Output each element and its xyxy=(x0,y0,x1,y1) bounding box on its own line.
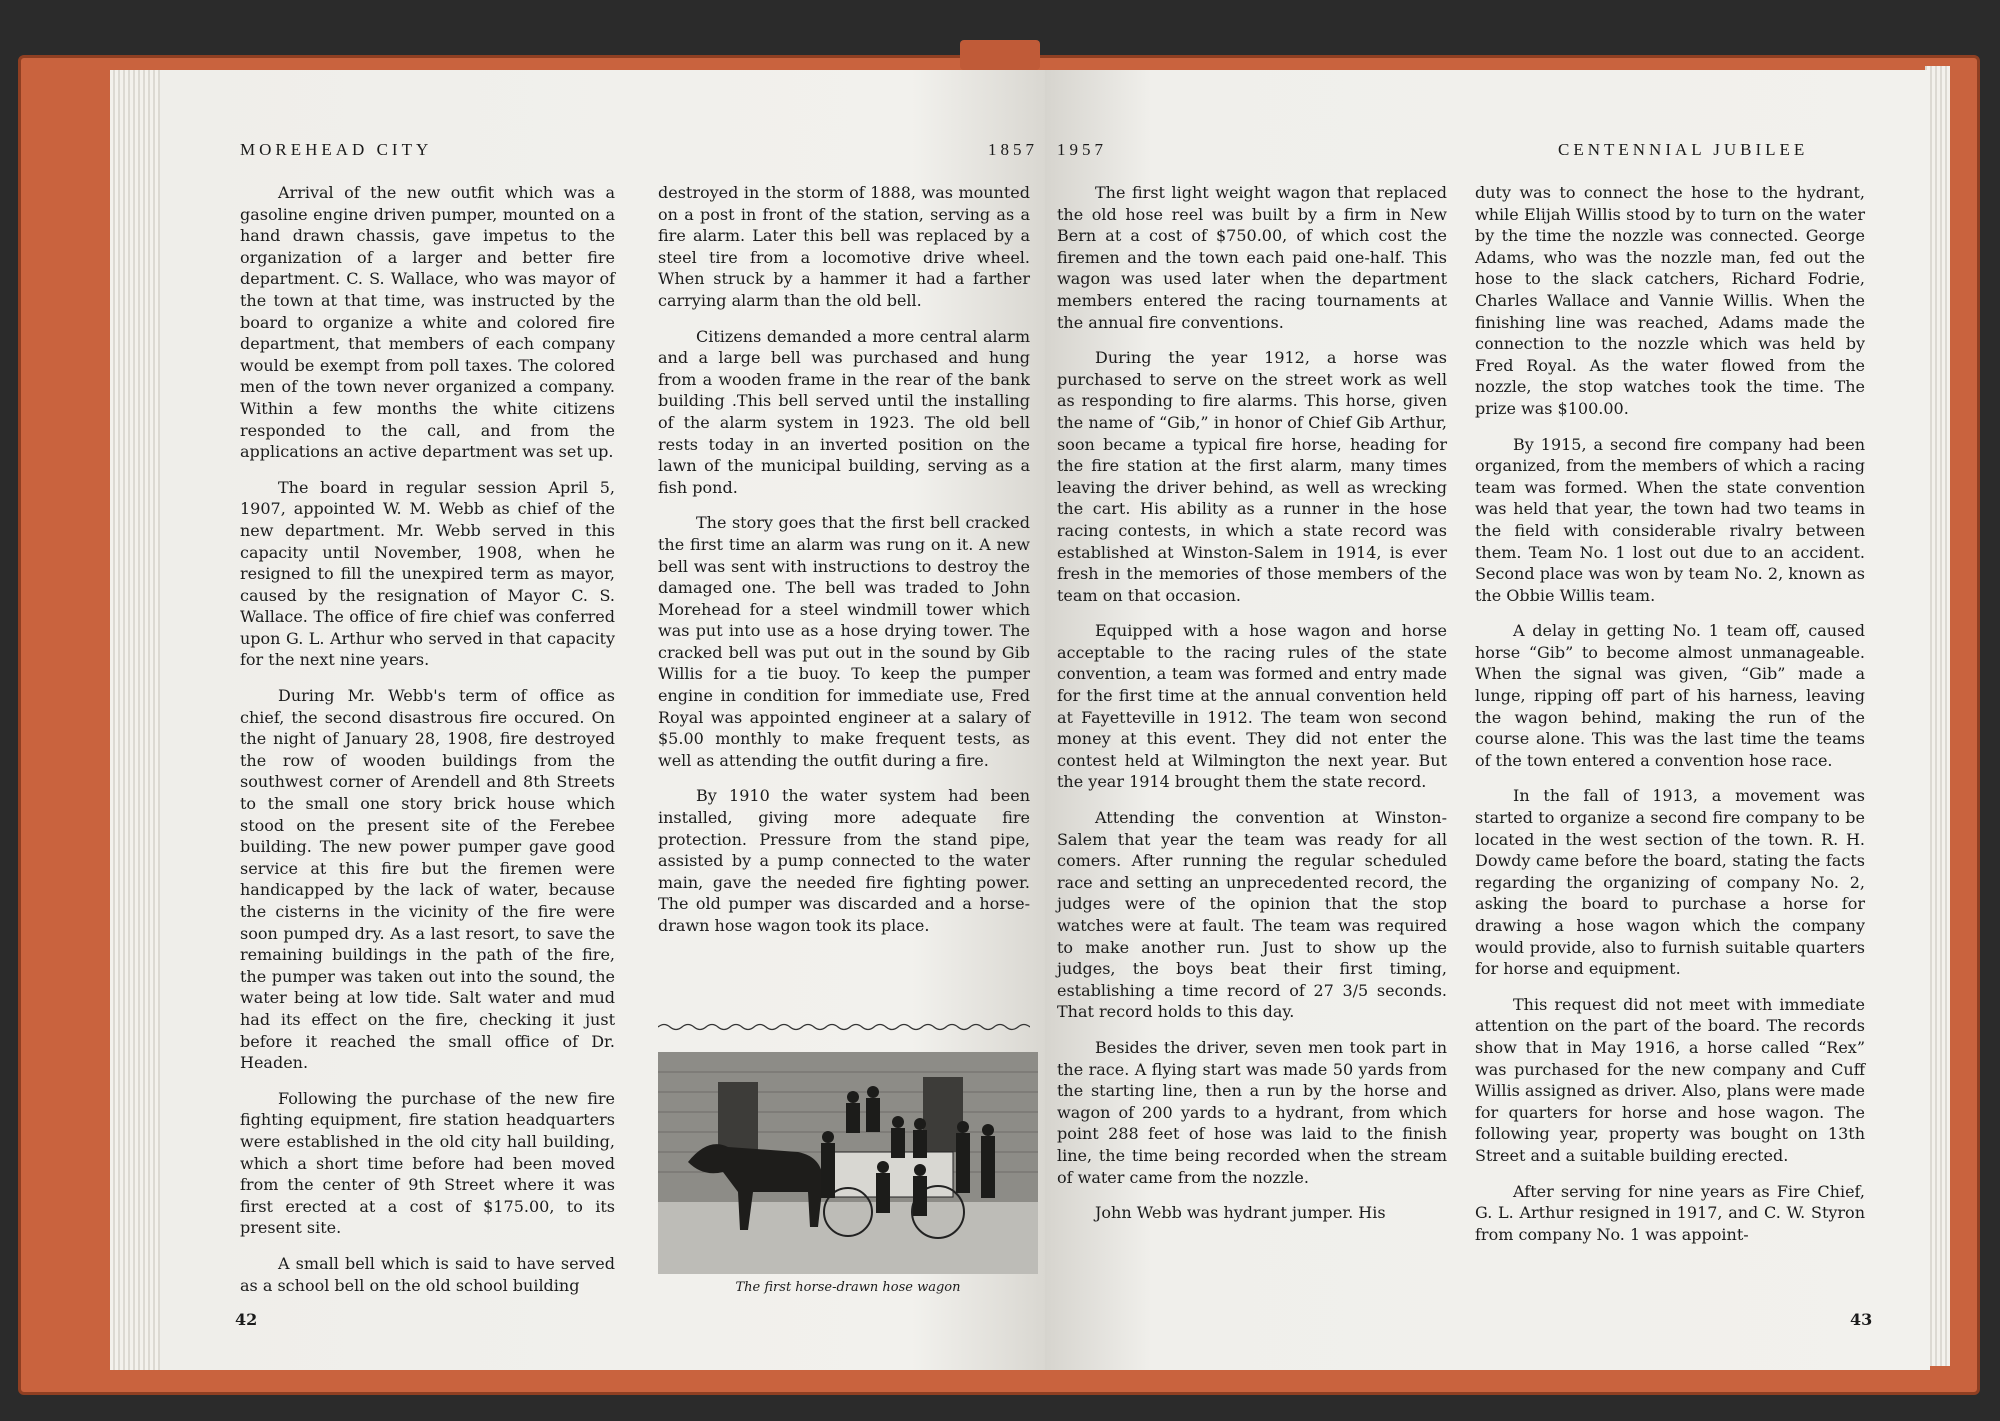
paragraph: John Webb was hydrant jumper. His xyxy=(1095,1203,1386,1223)
running-head-title: MOREHEAD CITY xyxy=(240,140,433,159)
paragraph: This request did not meet with immediate attention on the part of the board. The records show that in May 1916, a horse called “Rex” was purchased for the new company and Cuff Willis assigned as driver. Also, plans were made for quarters for horse and hose wagon. The following year, property was bought on 13th Street and a suitable building erected. xyxy=(1475,994,1865,1165)
paragraph: Arrival of the new outfit which was a gasoline engine driven pumper, mounted on a hand drawn chassis, gave impetus to the organization of a larger and better fire department. C. S. Wallace, who was mayor of the town at that time, was instructed by the board to organize a white and colored fire department, that members of each company would be exempt from poll taxes. The colored men of the town never organized a company. Within a few months the white citizens responded to the call, and from the applications an active department was set up. xyxy=(240,183,615,462)
right-column-1 xyxy=(1057,182,1447,1238)
paragraph: duty was to connect the hose to the hydrant, while Elijah Willis stood by to turn on the water by the time the nozzle was connected. George Adams, who was the nozzle man, fed out the hose to the slack catchers, Richard Fodrie, Charles Wallace and Vannie Willis. When the finishing line was reached, Adams made the connection to the nozzle which was held by Fred Royal. As the water flowed from the nozzle, the stop watches took the time. The prize was $100.00. xyxy=(1475,183,1865,418)
page-number: 43 xyxy=(1850,1310,1873,1329)
paragraph: During Mr. Webb's term of office as chief, the second disastrous fire occured. On the night of January 28, 1908, fire destroyed the row of wooden buildings from the southwest corner of Arendell and 8th Streets to the small one story brick house which stood on the present site of the Ferebee building. The new power pumper gave good service at this fire but the firemen were handicapped by the lack of water, because the cisterns in the vicinity of the fire were soon pumped dry. As a last resort, to save the remaining buildings in the path of the fire, the pumper was taken out into the sound, the water being at low tide. Salt water and mud had its effect on the fire, checking it just before it reached the small office of Dr. Headen. xyxy=(240,686,615,1073)
paragraph: After serving for nine years as Fire Chief, G. L. Arthur resigned in 1917, and C. W. Styron from company No. 1 was appoint- xyxy=(1475,1181,1865,1244)
paragraph: By 1915, a second fire company had been organized, from the members of which a racing team was formed. When the state convention was held that year, the town had two teams in the field with considerable rivalry between them. Team No. 1 lost out due to an accident. Second place was won by team No. 2, known as the Obbie Willis team. xyxy=(1475,434,1865,605)
page-number: 42 xyxy=(235,1310,258,1329)
paragraph: Besides the driver, seven men took part in the race. A flying start was made 50 yards from the starting line, then a run by the horse and wagon of 200 yards to a hydrant, from which point 288 feet of hose was laid to the finish line, the time being recorded when the stream of water came from the nozzle. xyxy=(1057,1037,1447,1187)
photo-caption: The first horse-drawn hose wagon xyxy=(735,1280,961,1295)
running-head-year: 1857 xyxy=(988,140,1038,159)
paragraph: By 1910 the water system had been installed, giving more adequate fire protection. Pressure from the stand pipe, assisted by a pump connected to the water main, gave the needed fire fighting power. The old pumper was discarded and a horse-drawn hose wagon took its place. xyxy=(658,786,1030,935)
paragraph: The board in regular session April 5, 1907, appointed W. M. Webb as chief of the new department. Mr. Webb served in this capacity until November, 1908, when he resigned to fill the unexpired term as mayor, caused by the resignation of Mayor C. S. Wallace. The office of fire chief was conferred upon G. L. Arthur who served in that capacity for the next nine years. xyxy=(240,477,615,670)
horse-drawn-hose-wagon-photo xyxy=(658,1052,1038,1274)
right-page xyxy=(1045,70,1930,1370)
section-divider xyxy=(658,1020,1030,1034)
running-head-year: 1957 xyxy=(1057,140,1107,159)
paragraph: destroyed in the storm of 1888, was mounted on a post in front of the station, serving as a fire alarm. Later this bell was replaced by a steel tire from a locomotive drive wheel. When struck by a hammer it had a farther carrying alarm than the old bell. xyxy=(658,183,1030,310)
right-column-2 xyxy=(1475,182,1865,1259)
running-head-title: CENTENNIAL JUBILEE xyxy=(1558,140,1809,159)
paragraph: In the fall of 1913, a movement was started to organize a second fire company to be located in the west section of the town. R. H. Dowdy came before the board, stating the facts regarding the organizing of company No. 2, asking the board to purchase a horse for drawing a hose wagon which the company would provide, also to furnish suitable quarters for horse and equipment. xyxy=(1475,786,1865,979)
left-column-1 xyxy=(240,182,615,1310)
paragraph: A small bell which is said to have served as a school bell on the old school building xyxy=(240,1253,615,1295)
paragraph: Attending the convention at Winston-Salem that year the team was ready for all comers. After running the regular scheduled race and setting an unprecedented record, the judges were of the opinion that the stop watches were at fault. The team was required to make another run. Just to show up the judges, the boys beat their first timing, establishing a time record of 27 3/5 seconds. That record holds to this day. xyxy=(1057,808,1447,1022)
paragraph: A delay in getting No. 1 team off, caused horse “Gib” to become almost unmanageable. When the signal was given, “Gib” made a lunge, ripping off part of his harness, leaving the wagon behind, making the run of the course alone. This was the last time the teams of the town entered a convention hose race. xyxy=(1475,621,1865,770)
paragraph: The story goes that the first bell cracked the first time an alarm was rung on it. A new bell was sent with instructions to destroy the damaged one. The bell was traded to John Morehead for a steel windmill tower which was put into use as a hose drying tower. The cracked bell was put out in the sound by Gib Willis for a tie buoy. To keep the pumper engine in condition for immediate use, Fred Royal was appointed engineer at a salary of $5.00 monthly to make frequent tests, as well as attending the outfit during a fire. xyxy=(658,513,1030,770)
paragraph: The first light weight wagon that replaced the old hose reel was built by a firm in New Bern at a cost of $750.00, of which cost the firemen and the town each paid one-half. This wagon was used later when the department members entered the racing tournaments at the annual fire conventions. xyxy=(1057,183,1447,332)
left-column-2 xyxy=(658,182,1030,951)
paragraph: During the year 1912, a horse was purchased to serve on the street work as well as responding to fire alarms. This horse, given the name of “Gib,” in honor of Chief Gib Arthur, soon became a typical fire horse, heading for the fire station at the first alarm, many times leaving the driver behind, as well as wrecking the cart. His ability as a runner in the hose racing contests, in which a state record was established at Winston-Salem in 1914, is ever fresh in the memories of those members of the team on that occasion. xyxy=(1057,348,1447,605)
paragraph: Citizens demanded a more central alarm and a large bell was purchased and hung from a wooden frame in the rear of the bank building .This bell served until the installing of the alarm system in 1923. The old bell rests today in an inverted position on the lawn of the municipal building, serving as a fish pond. xyxy=(658,326,1030,497)
paragraph: Equipped with a hose wagon and horse acceptable to the racing rules of the state convention, a team was formed and entry made for the first time at the annual convention held at Fayetteville in 1912. The team won second money at this event. They did not enter the contest held at Wilmington the next year. But the year 1914 brought them the state record. xyxy=(1057,621,1447,792)
book-spine xyxy=(960,40,1040,70)
paragraph: Following the purchase of the new fire fighting equipment, fire station headquarters were established in the old city hall building, which a short time before had been moved from the center of 9th Street where it was first erected at a cost of $175.00, to its present site. xyxy=(240,1088,615,1238)
left-page xyxy=(160,70,1045,1370)
